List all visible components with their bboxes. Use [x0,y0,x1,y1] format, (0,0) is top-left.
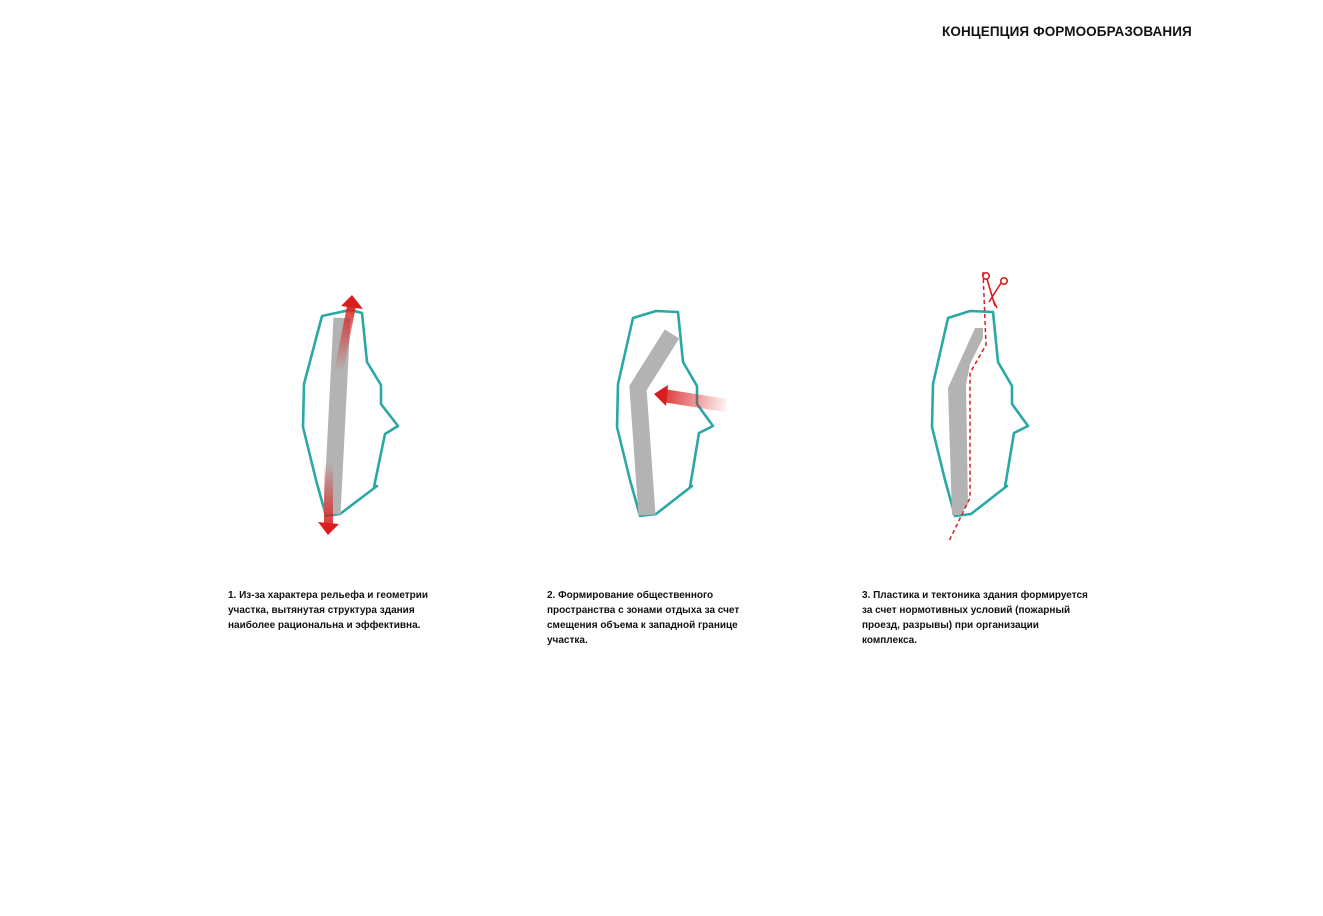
caption-2 [547,588,787,648]
diagram-3 [932,272,1028,541]
scissors-icon [983,273,1007,308]
caption-2-line: участка. [547,635,588,646]
building-volume-3 [948,328,983,515]
diagram-1 [303,295,398,535]
caption-3 [862,588,1102,648]
page-title: КОНЦЕПЦИЯ ФОРМООБРАЗОВАНИЯ [942,24,1192,39]
building-volume-2 [638,334,672,515]
caption-3-line: комплекса. [862,635,917,646]
caption-2-line: 2. Формирование общественного [547,590,714,601]
caption-1 [228,588,468,633]
caption-2-line: смещения объема к западной границе [547,620,738,631]
caption-1-line: 1. Из-за характера рельефа и геометрии [228,590,429,601]
caption-3-line: за счет нормотивных условий (пожарный [862,605,1071,616]
caption-2-line: пространства с зонами отдыха за счет [547,605,740,616]
diagram-2 [617,311,727,516]
arrow-left-icon [654,385,727,412]
site-outline-1 [303,310,398,516]
caption-3-line: 3. Пластика и тектоника здания формируется [862,590,1088,601]
caption-3-line: проезд, разрывы) при организации [862,620,1039,631]
caption-1-line: наиболее рациональна и эффективна. [228,620,421,631]
caption-1-line: участка, вытянутая структура здания [228,605,415,616]
